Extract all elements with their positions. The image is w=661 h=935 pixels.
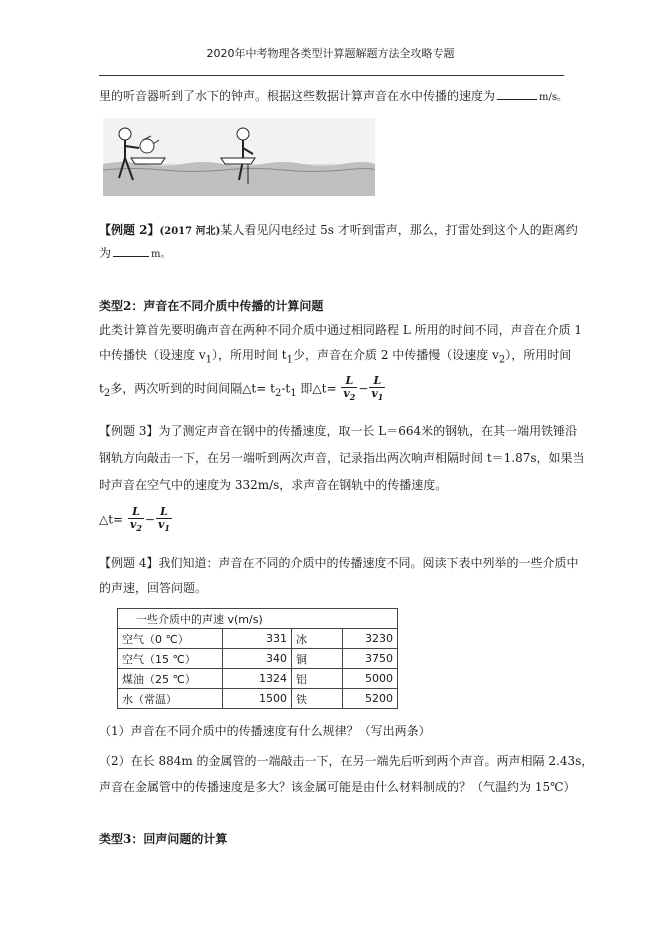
- formula-fraction-3: $\frac{L}{v_2}$: [129, 505, 142, 534]
- example2-text: 某人看见闪电经过 5s 才听到雷声，那么，打雷处到这个人的距离约: [220, 223, 578, 237]
- intro-unit: m/s。: [539, 92, 567, 103]
- example4-question2b: 声音在金属管中的传播速度是多大？该金属可能是由什么材料制成的？（气温约为 15℃）: [99, 780, 576, 794]
- page-header: 2020年中考物理各类型计算题解题方法全攻略专题: [206, 47, 455, 60]
- example2-line2: 为 m。: [99, 246, 171, 260]
- example2-line1: [99, 222, 578, 240]
- formula-fraction-4: $\frac{L}{v_1}$: [157, 505, 170, 534]
- header-rule: [99, 75, 564, 76]
- table-row: 煤油（25 ℃） 1324 铝 5000: [118, 669, 398, 689]
- intro-text: 里的听音器听到了水下的钟声。根据这些数据计算声音在水中传播的速度为: [99, 89, 496, 103]
- example3-formula: △t= $\frac{L}{v_2}$ − $\frac{L}{v_1}$: [99, 505, 170, 534]
- example3-line1: 【例题 3】为了测定声音在钢中的传播速度，取一长 L＝664米的钢轨，在其一端用铁锤沿: [99, 424, 578, 438]
- example4-line2: 的声速，回答问题。: [99, 581, 208, 595]
- answer-blank: [113, 245, 149, 257]
- type2-heading: 类型2：声音在不同介质中传播的计算问题: [99, 299, 324, 313]
- type2-para-line2: 中传播快（设速度 $v_1$），所用时间 $t_1$少，声音在介质 2 中传播慢（设速度 $v_2$），所用时间: [99, 348, 572, 366]
- table-row: 水（常温） 1500 铁 5200: [118, 689, 398, 709]
- formula-fraction-2: $\frac{L}{v_1}$: [371, 374, 384, 403]
- intro-line: [99, 88, 567, 106]
- type3-heading: 类型3：回声问题的计算: [99, 832, 228, 846]
- example4-question2a: （2）在长 884m 的金属管的一端敲击一下，在另一端先后听到两个声音。两声相隔 2.43s，: [99, 754, 594, 768]
- example2-tag: 【例题 2】: [99, 223, 160, 237]
- bell-listening-illustration: [103, 118, 375, 196]
- example3-line2: 钢轨方向敲击一下，在另一端听到两次声音，记录指出两次响声相隔时间 t＝1.87s，如果当: [99, 451, 585, 465]
- formula-fraction-1: $\frac{L}{v_2}$: [343, 374, 356, 403]
- table-row: 空气（0 ℃） 331 冰 3230: [118, 629, 398, 649]
- answer-blank: [497, 88, 537, 100]
- table-caption-row: [118, 609, 398, 629]
- example4-line1: 【例题 4】我们知道：声音在不同的介质中的传播速度不同。阅读下表中列举的一些介质中: [99, 556, 579, 570]
- example3-line3: 时声音在空气中的速度为 332m/s，求声音在钢轨中的传播速度。: [99, 478, 448, 492]
- table-row: 空气（15 ℃） 340 铜 3750: [118, 649, 398, 669]
- sound-speed-table: [117, 608, 398, 709]
- type2-para-line3: $t_2$多，两次听到的时间间隔△t= $t_2-t_1$ 即△t= $\frac{L}{v_2}$ − $\frac{L}{v_1}$: [99, 374, 384, 403]
- example2-source: (2017 河北): [159, 226, 221, 237]
- example4-question1: （1）声音在不同介质中的传播速度有什么规律？（写出两条）: [99, 724, 431, 738]
- type2-para-line1: 此类计算首先要明确声音在两种不同介质中通过相同路程 L 所用的时间不同，声音在介质 1: [99, 323, 583, 337]
- table-caption: 一些介质中的声速 v(m/s): [118, 609, 398, 629]
